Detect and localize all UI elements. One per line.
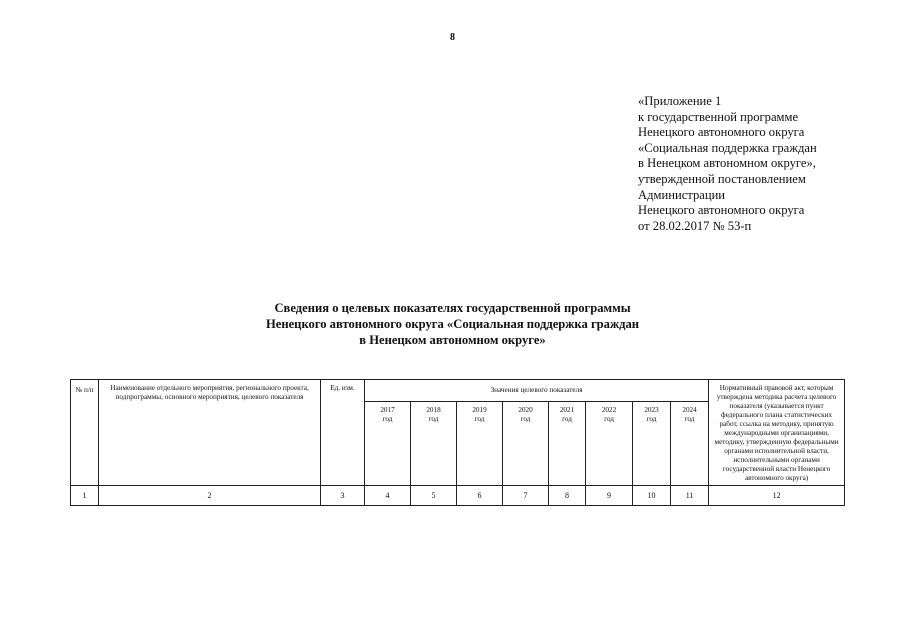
column-number: 6 <box>457 486 503 506</box>
header-year: 2023 год <box>633 402 671 486</box>
column-number: 10 <box>633 486 671 506</box>
appendix-line: Администрации <box>638 187 726 202</box>
column-number: 9 <box>586 486 633 506</box>
column-number: 1 <box>71 486 99 506</box>
column-number: 11 <box>671 486 709 506</box>
header-year: 2018 год <box>411 402 457 486</box>
title-line: Ненецкого автономного округа «Социальная поддержка граждан <box>265 317 640 331</box>
header-number: № п/п <box>71 380 99 486</box>
indicators-table <box>70 379 845 506</box>
title-line: Сведения о целевых показателях государственной программы <box>274 301 631 315</box>
appendix-note <box>638 94 898 234</box>
column-number: 4 <box>365 486 411 506</box>
column-number: 3 <box>321 486 365 506</box>
appendix-line: Ненецкого автономного округа <box>638 203 805 218</box>
header-unit: Ед. изм. <box>321 380 365 486</box>
page-number: 8 <box>450 32 455 43</box>
appendix-line: к государственной программе <box>638 109 799 124</box>
appendix-line: в Ненецком автономном округе», <box>638 156 816 171</box>
column-number-row <box>71 486 845 506</box>
table-header-row <box>71 380 845 402</box>
appendix-line: Ненецкого автономного округа <box>638 125 805 140</box>
title-line: в Ненецком автономном округе» <box>359 333 546 347</box>
header-year: 2017 год <box>365 402 411 486</box>
appendix-line: утвержденной постановлением <box>638 171 806 186</box>
header-target-values: Значения целевого показателя <box>365 380 709 402</box>
header-year: 2019 год <box>457 402 503 486</box>
header-year: 2022 год <box>586 402 633 486</box>
header-year: 2020 год <box>503 402 549 486</box>
column-number: 12 <box>709 486 845 506</box>
header-name: Наименование отдельного мероприятия, регионального проекта, подпрограммы, основного мероприятия, целевого показателя <box>99 380 321 486</box>
header-year: 2021 год <box>549 402 586 486</box>
appendix-line: от 28.02.2017 № 53-п <box>638 218 752 233</box>
column-number: 7 <box>503 486 549 506</box>
header-normative-act: Нормативный правовой акт, которым утверждена методика расчета целевого показателя (указывается пункт федерального плана статистических работ, ссылка на методику, принятую международными организациями, методику, утвержденную федеральными органами исполнительной власти, исполнительными органами государственной власти Ненецкого автономного округа) <box>709 380 845 486</box>
document-title <box>0 300 905 348</box>
column-number: 2 <box>99 486 321 506</box>
column-number: 8 <box>549 486 586 506</box>
column-number: 5 <box>411 486 457 506</box>
appendix-line: «Социальная поддержка граждан <box>638 140 817 155</box>
header-year: 2024 год <box>671 402 709 486</box>
appendix-line: «Приложение 1 <box>638 94 722 108</box>
